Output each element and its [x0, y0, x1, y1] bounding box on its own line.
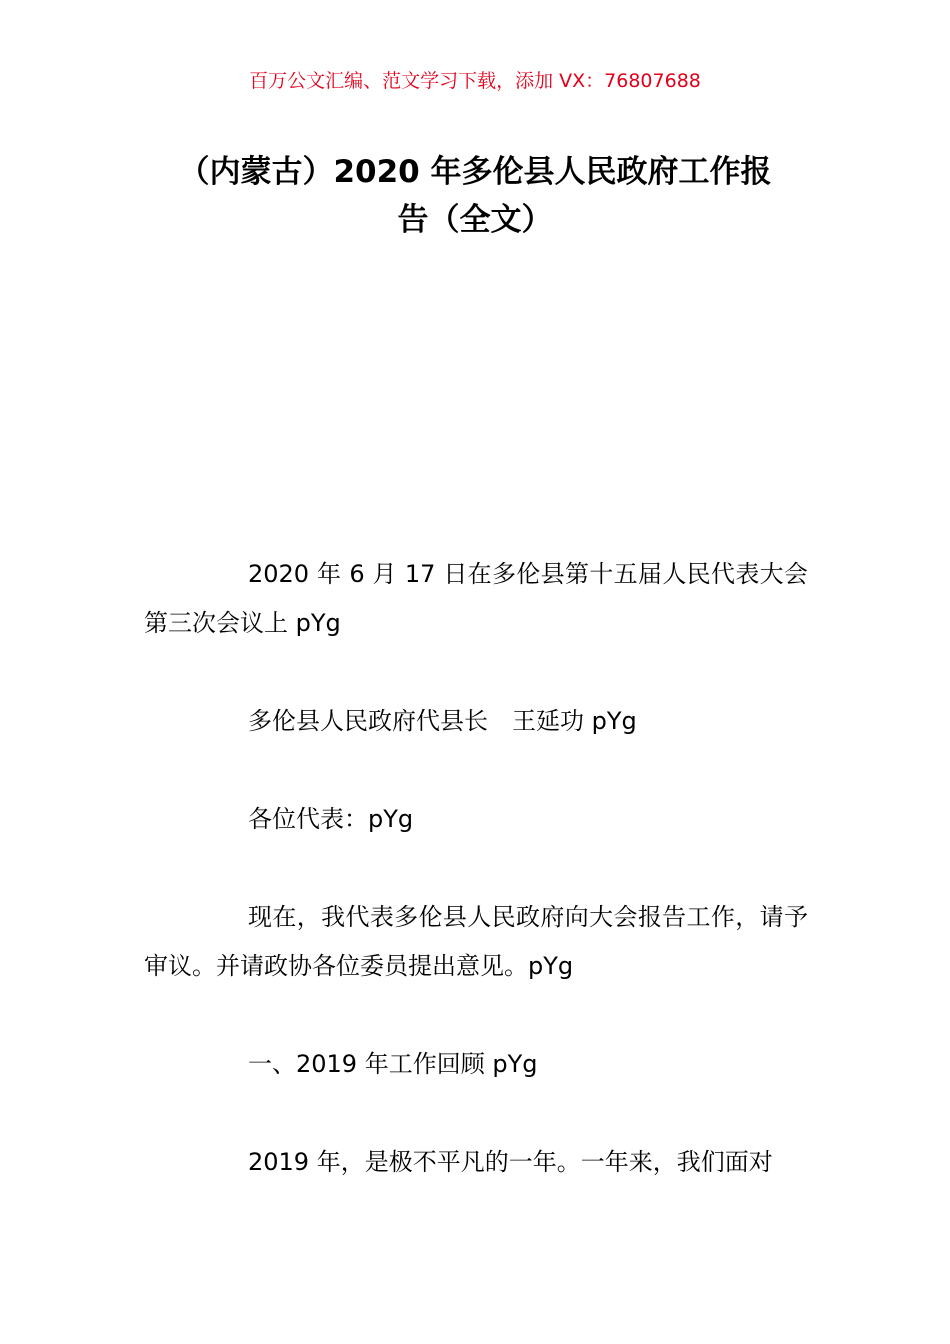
paragraph-intro: 现在，我代表多伦县人民政府向大会报告工作，请予审议。并请政协各位委员提出意见。pYg [144, 903, 808, 980]
document-title [130, 148, 820, 244]
document-title-line-1: （内蒙古）2020 年多伦县人民政府工作报 [178, 154, 772, 190]
document-title-line-2: 告（全文） [397, 202, 553, 238]
paragraph-review-start: 2019 年，是极不平凡的一年。一年来，我们面对 [248, 1148, 773, 1176]
paragraph-salutation: 各位代表：pYg [248, 805, 414, 833]
paragraph-meeting-info: 2020 年 6 月 17 日在多伦县第十五届人民代表大会第三次会议上 pYg [144, 560, 808, 637]
section-heading: 一、2019 年工作回顾 pYg [248, 1050, 538, 1078]
header-banner: 百万公文汇编、范文学习下载，添加 VX：76807688 [249, 70, 701, 92]
paragraph-speaker: 多伦县人民政府代县长 王延功 pYg [248, 707, 637, 735]
document-body [144, 550, 808, 1236]
